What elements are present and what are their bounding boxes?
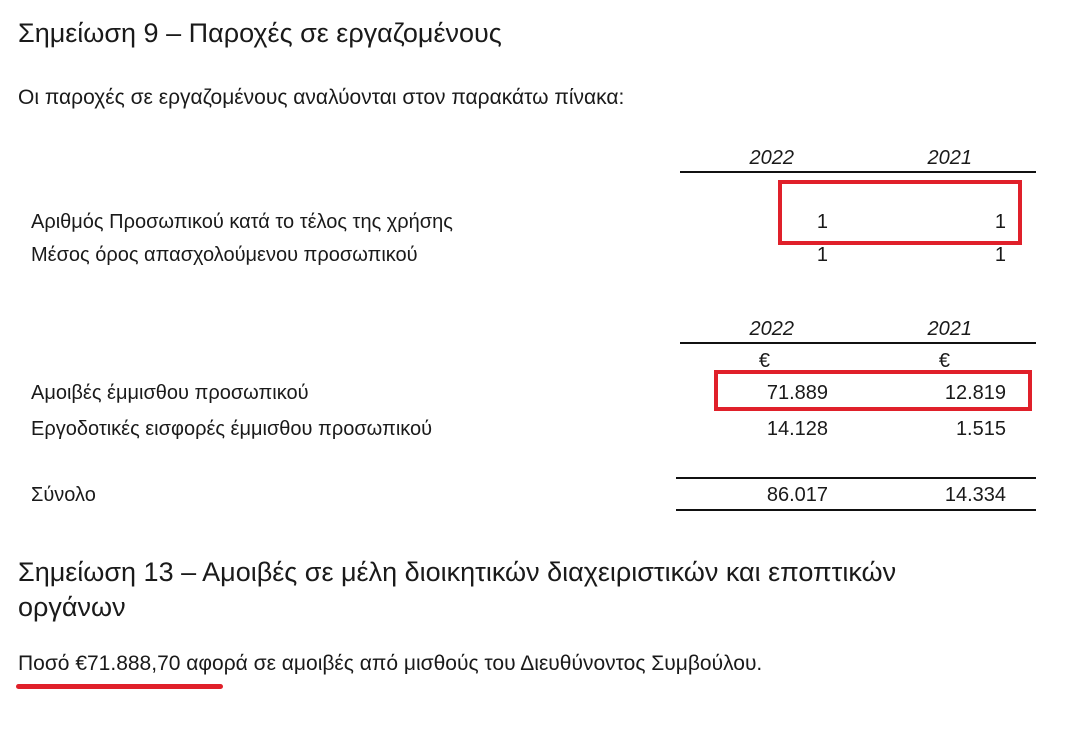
value-2022: 71.889 — [766, 382, 828, 404]
cost-year-2021-header: 2021 — [927, 318, 972, 340]
currency-2022: € — [758, 350, 770, 372]
value-2022: 1 — [816, 244, 828, 266]
total-2022: 86.017 — [766, 484, 828, 506]
currency-2021: € — [938, 350, 950, 372]
value-2021: 12.819 — [944, 382, 1006, 404]
staff-header-rule — [680, 171, 1036, 173]
row-label: Εργοδοτικές εισφορές έμμισθου προσωπικού — [31, 418, 433, 440]
amount-red-underline — [16, 684, 223, 689]
row-label: Αμοιβές έμμισθου προσωπικού — [31, 382, 309, 404]
cost-header-rule — [680, 342, 1036, 344]
rest-text: αφορά σε αμοιβές από μισθούς του Διευθύνοντος Συμβούλου. — [180, 652, 763, 675]
note13-title-line1: Σημείωση 13 – Αμοιβές σε μέλη διοικητικών διαχειριστικών και εποπτικών — [18, 557, 897, 587]
value-2021: 1 — [994, 244, 1006, 266]
note13-title-line2: οργάνων — [18, 592, 126, 622]
value-2021: 1 — [994, 211, 1006, 233]
total-2021: 14.334 — [944, 484, 1006, 506]
row-label: Μέσος όρος απασχολούμενου προσωπικού — [31, 244, 418, 266]
total-bottom-rule — [676, 509, 1036, 511]
amount-text: Ποσό €71.888,70 — [18, 652, 181, 675]
staff-year-2022-header: 2022 — [749, 147, 794, 169]
note9-intro: Οι παροχές σε εργαζομένους αναλύονται στον παρακάτω πίνακα: — [18, 86, 625, 109]
total-top-rule — [676, 477, 1036, 479]
note13-paragraph — [18, 652, 762, 676]
total-label: Σύνολο — [31, 484, 96, 506]
value-2022: 14.128 — [766, 418, 828, 440]
highlight-box-staff-count — [778, 180, 1022, 245]
row-label: Αριθμός Προσωπικού κατά το τέλος της χρήσης — [31, 211, 453, 233]
note9-title: Σημείωση 9 – Παροχές σε εργαζομένους — [18, 18, 502, 48]
cost-year-2022-header: 2022 — [749, 318, 794, 340]
value-2022: 1 — [816, 211, 828, 233]
staff-year-2021-header: 2021 — [927, 147, 972, 169]
value-2021: 1.515 — [955, 418, 1006, 440]
highlight-box-salaries — [714, 370, 1032, 411]
